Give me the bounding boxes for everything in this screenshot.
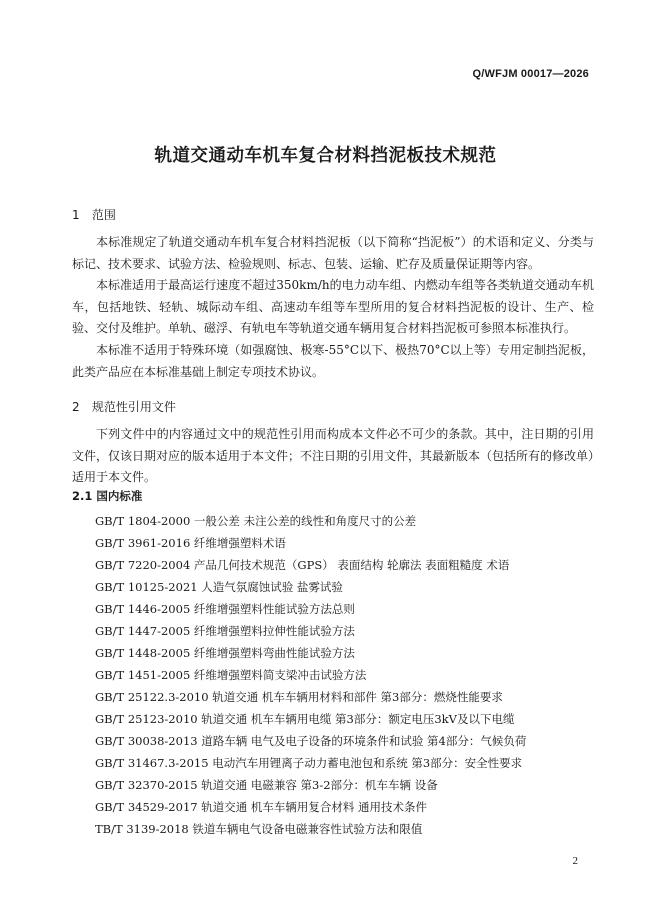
section-title: 范围 <box>91 208 116 222</box>
reference-item: GB/T 10125-2021 人造气氛腐蚀试验 盐雾试验 <box>95 580 343 594</box>
reference-item: GB/T 1804-2000 一般公差 未注公差的线性和角度尺寸的公差 <box>95 514 417 528</box>
reference-item: GB/T 1448-2005 纤维增强塑料弯曲性能试验方法 <box>95 646 355 660</box>
reference-item: GB/T 34529-2017 轨道交通 机车车辆用复合材料 通用技术条件 <box>95 800 428 814</box>
reference-item: GB/T 25122.3-2010 轨道交通 机车车辆用材料和部件 第3部分：燃烧性能要求 <box>95 690 503 704</box>
paragraph: 下列文件中的内容通过文中的规范性引用而构成本文件必不可少的条款。其中，注日期的引用文件，仅该日期对应的版本适用于本文件；不注日期的引用文件，其最新版本（包括所有的修改单）适用于本文件。 <box>72 427 595 484</box>
reference-item: GB/T 25123-2010 轨道交通 机车车辆用电缆 第3部分：额定电压3kV及以下电缆 <box>95 712 515 726</box>
page-number: 2 <box>572 855 578 867</box>
reference-item: GB/T 31467.3-2015 电动汽车用锂离子动力蓄电池包和系统 第3部分：安全性要求 <box>95 756 523 770</box>
subsection-number: 2.1 <box>72 489 93 503</box>
subsection-title: 国内标准 <box>96 489 143 503</box>
reference-item: GB/T 7220-2004 产品几何技术规范（GPS） 表面结构 轮廓法 表面粗糙度 术语 <box>95 558 510 572</box>
paragraph: 本标准适用于最高运行速度不超过350km/h的电力动车组、内燃动车组等各类轨道交通动车机车，包括地铁、轻轨、城际动车组、高速动车组等车型所用的复合材料挡泥板的设计、生产、检验、交付及维护。单轨、磁浮、有轨电车等轨道交通车辆用复合材料挡泥板可参照本标准执行。 <box>72 278 594 335</box>
section-number: 1 <box>72 208 80 222</box>
document-title: 轨道交通动车机车复合材料挡泥板技术规范 <box>154 146 497 166</box>
reference-list <box>95 510 526 840</box>
section-1-heading <box>72 206 116 223</box>
reference-item: GB/T 1447-2005 纤维增强塑料拉伸性能试验方法 <box>95 624 355 638</box>
section-number: 2 <box>72 400 80 414</box>
reference-item: GB/T 30038-2013 道路车辆 电气及电子设备的环境条件和试验 第4部分：气候负荷 <box>95 734 527 748</box>
subsection-2-1-heading <box>72 488 142 504</box>
paragraph: 本标准规定了轨道交通动车机车复合材料挡泥板（以下简称“挡泥板”）的术语和定义、分类与标记、技术要求、试验方法、检验规则、标志、包装、运输、贮存及质量保证期等内容。 <box>72 235 594 271</box>
document-code: Q/WFJM 00017—2026 <box>472 68 589 80</box>
reference-item: GB/T 32370-2015 轨道交通 电磁兼容 第3-2部分：机车车辆 设备 <box>95 778 438 792</box>
reference-item: GB/T 1446-2005 纤维增强塑料性能试验方法总则 <box>95 602 355 616</box>
reference-item: GB/T 3961-2016 纤维增强塑料术语 <box>95 536 286 550</box>
reference-item: TB/T 3139-2018 铁道车辆电气设备电磁兼容性试验方法和限值 <box>95 822 423 836</box>
reference-item: GB/T 1451-2005 纤维增强塑料简支梁冲击试验方法 <box>95 668 367 682</box>
section-title: 规范性引用文件 <box>91 400 176 414</box>
section-2-heading <box>72 398 176 415</box>
paragraph: 本标准不适用于特殊环境（如强腐蚀、极寒-55°C以下、极热70°C以上等）专用定制挡泥板，此类产品应在本标准基础上制定专项技术协议。 <box>72 343 594 379</box>
